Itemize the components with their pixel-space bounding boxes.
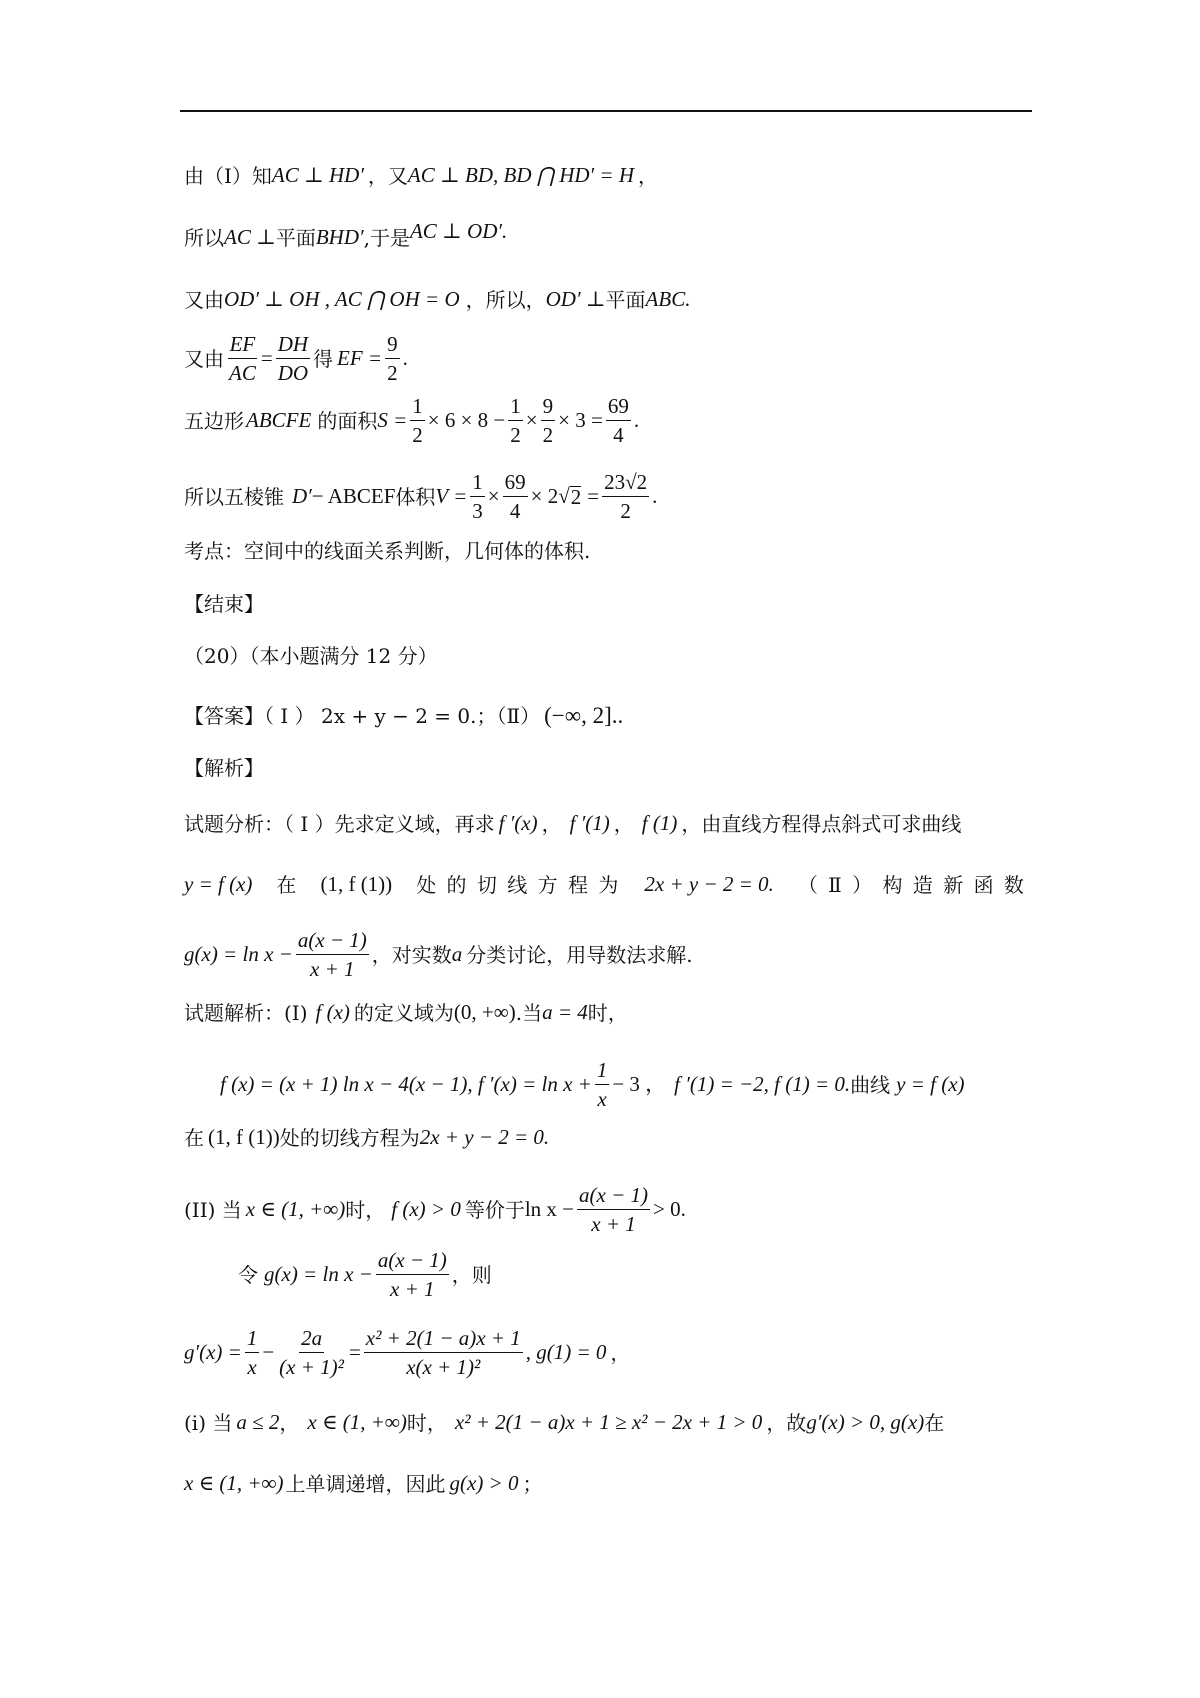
math: g′(x) > 0, g(x) — [806, 1410, 925, 1434]
text: 又由 — [184, 346, 224, 371]
text: (II) 当 — [184, 1197, 242, 1222]
math: × 2√ — [530, 484, 570, 509]
proof-line-6 — [184, 470, 657, 523]
text: ，又 — [367, 163, 408, 188]
fraction: $\frac{1}{3}$ — [472, 470, 483, 524]
text: 在 — [184, 1125, 204, 1150]
text: ， — [279, 1410, 300, 1435]
text: ， — [610, 1340, 631, 1365]
analysis-line-2 — [184, 874, 1026, 895]
math: = — [348, 1340, 361, 1365]
text: 试题解析：(I) — [184, 1000, 308, 1025]
math: f (x) — [315, 1000, 350, 1024]
text: ，由直线方程得点斜式可求曲线 — [681, 811, 962, 836]
math: V = — [435, 484, 468, 509]
fraction-9-2: $\frac{9}{2}$ — [387, 332, 398, 386]
math: g(x) = ln x − — [264, 1262, 373, 1287]
math: x ∈ (1, +∞) — [307, 1410, 407, 1434]
math: (1, f (1)) — [208, 1125, 280, 1149]
text: ，则 — [451, 1262, 492, 1287]
period: . — [652, 484, 658, 509]
text: .当 — [515, 1000, 543, 1025]
proof-line-4 — [184, 332, 408, 385]
answer-line — [184, 704, 623, 727]
math: x ∈ (1, +∞) — [184, 1471, 284, 1495]
text: ，对实数 — [371, 942, 452, 967]
analysis-heading — [184, 758, 264, 778]
text: （ Ⅱ ） 构 造 新 函 数 — [797, 872, 1026, 897]
math: y = f (x) — [896, 1072, 965, 1097]
math: − 3 ， — [612, 1072, 667, 1097]
text: 所以五棱锥 — [184, 484, 284, 509]
math: f ′(1) — [569, 811, 610, 835]
solution-line-6 — [184, 1326, 630, 1379]
math: g(x) = ln x − — [184, 942, 293, 967]
text: 分类讨论，用导数法求解. — [466, 942, 693, 967]
text: 在 — [276, 872, 297, 897]
math: ln x − — [524, 1197, 575, 1222]
end-marker — [184, 594, 264, 614]
text: 【解析】 — [184, 756, 264, 780]
text: 处 的 切 线 方 程 为 — [416, 872, 621, 897]
math: = — [587, 484, 600, 509]
solution-line-2 — [220, 1058, 965, 1111]
text: 【结束】 — [184, 592, 264, 616]
text: 时， — [406, 1410, 447, 1435]
fraction: $\frac{69}{4}$ — [504, 470, 526, 524]
math: a = 4 — [542, 1000, 588, 1024]
math: f (1) — [641, 811, 678, 835]
note-line — [184, 541, 590, 561]
math: x ∈ (1, +∞) — [245, 1197, 346, 1222]
math: (0, +∞) — [453, 1000, 516, 1024]
fraction-ef-ac: $\frac{EF}{AC}$ — [229, 332, 256, 386]
math: − — [262, 1340, 275, 1365]
fraction: $\frac{a(x - 1)}{x + 1}$ — [297, 928, 367, 982]
text: 平面 — [275, 225, 316, 250]
math: AC ⊥ OD′. — [409, 219, 508, 243]
math: × 6 × 8 − — [427, 408, 506, 433]
fraction: $\frac{a(x - 1)}{x + 1}$ — [579, 1183, 648, 1237]
math: − ABCEF — [311, 484, 396, 509]
text: 时， — [587, 1000, 628, 1025]
fraction: $\frac{a(x - 1)}{x + 1}$ — [377, 1248, 447, 1302]
math: × — [487, 484, 500, 509]
fraction: $\frac{23√2}{2}$ — [604, 470, 648, 524]
analysis-line-1 — [184, 813, 961, 834]
period: . — [402, 346, 408, 371]
text: ，所以， — [465, 287, 546, 312]
text: ， — [541, 811, 562, 836]
fraction-dh-do: $\frac{DH}{DO}$ — [277, 332, 309, 386]
solution-line-7 — [184, 1412, 944, 1433]
text: 令 — [238, 1262, 258, 1287]
text: 五边形 — [184, 408, 244, 433]
solution-line-1 — [184, 1002, 628, 1023]
math: EF = — [337, 346, 383, 371]
text: ； — [522, 1471, 543, 1496]
fraction: $\frac{1}{x}$ — [246, 1326, 258, 1380]
math: AC ⊥ — [224, 225, 276, 249]
math: (−∞, 2].. — [544, 703, 624, 728]
fraction: $\frac{1}{x}$ — [596, 1058, 608, 1112]
math: OD′ ⊥ — [545, 287, 606, 311]
text: 的面积 — [317, 408, 378, 433]
text: 处的切线方程为 — [279, 1125, 420, 1150]
proof-line-2 — [184, 219, 508, 250]
text: 得 — [313, 346, 334, 371]
math: BHD′ — [315, 225, 364, 249]
text: 试题分析：（ Ⅰ ）先求定义域，再求 — [184, 811, 495, 836]
math: , g(1) = 0 — [525, 1340, 607, 1365]
fraction: $\frac{\text{x² + 2(1 − a)x + 1}}{\text{x(x + 1)²}}$ — [365, 1326, 521, 1380]
math: x² + 2(1 − a)x + 1 ≥ x² − 2x + 1 > 0 — [454, 1410, 763, 1434]
math: f (x) = (x + 1) ln x − 4(x − 1), f ′(x) = ln x + — [220, 1072, 592, 1097]
math: S = — [377, 408, 408, 433]
text: 平面 — [605, 287, 646, 312]
solution-line-4 — [184, 1183, 686, 1236]
text: 上单调递增，因此 — [285, 1471, 446, 1496]
math: f ′(1) = −2, f (1) = 0. — [674, 1072, 851, 1097]
text: 体积 — [395, 484, 436, 509]
proof-line-1 — [184, 165, 658, 186]
header-rule — [180, 110, 1032, 112]
text: ， — [613, 811, 634, 836]
text: 【答案】（ Ⅰ ） 2x + y − 2 = 0.；（Ⅱ） — [184, 703, 541, 728]
math: AC ⊥ BD, BD ⋂ HD′ = H — [407, 163, 634, 187]
math: AC ⊥ HD′ — [271, 163, 364, 187]
text: 考点：空间中的线面关系判断，几何体的体积. — [184, 539, 591, 563]
text: 时， — [345, 1197, 386, 1222]
math: 2x + y − 2 = 0. — [644, 872, 774, 896]
solution-line-5 — [238, 1248, 492, 1301]
text: ， — [637, 163, 658, 188]
period: . — [633, 408, 640, 433]
math: ABC. — [645, 287, 691, 311]
math: f ′(x) — [498, 811, 538, 835]
text: 所以 — [184, 225, 224, 250]
equals-sign: = — [260, 346, 273, 371]
text: 又由 — [184, 287, 224, 312]
math: × 3 = — [558, 408, 603, 433]
text: 由（I）知 — [184, 163, 272, 188]
radicand: 2 — [570, 484, 582, 509]
fraction: $\frac{69}{4}$ — [607, 394, 629, 448]
proof-line-3 — [184, 289, 690, 310]
fraction: $\frac{1}{2}$ — [510, 394, 521, 448]
math: f (x) > 0 — [391, 1197, 461, 1222]
question-heading — [184, 646, 438, 666]
text: （20）（本小题满分 12 分） — [184, 644, 438, 668]
analysis-line-3 — [184, 928, 693, 981]
solution-line-8 — [184, 1473, 542, 1494]
text: 在 — [924, 1410, 945, 1435]
fraction: $\frac{9}{2}$ — [542, 394, 554, 448]
math: ABCFE — [246, 408, 312, 433]
math: > 0. — [653, 1197, 686, 1222]
math: (1, f (1)) — [320, 872, 393, 896]
proof-line-5 — [184, 394, 639, 447]
text: ，故 — [766, 1410, 807, 1435]
fraction: $\frac{2a}{\text{(x + 1)²}}$ — [279, 1326, 344, 1380]
text: ,于是 — [363, 225, 410, 250]
math: g′(x) = — [184, 1340, 242, 1365]
math: 2x + y − 2 = 0. — [419, 1125, 550, 1149]
math: D′ — [292, 484, 312, 509]
math: OD′ ⊥ OH , AC ⋂ OH = O — [224, 287, 460, 311]
text: 等价于 — [464, 1197, 525, 1222]
math: y = f (x) — [184, 872, 253, 896]
text: 的定义域为 — [353, 1000, 454, 1025]
text: 曲线 — [850, 1072, 891, 1097]
text: (i) 当 — [184, 1410, 233, 1435]
math: a — [451, 942, 463, 967]
math: a ≤ 2 — [236, 1410, 280, 1434]
solution-line-3 — [184, 1127, 549, 1148]
fraction: $\frac{1}{2}$ — [412, 394, 423, 448]
math: × — [525, 408, 538, 433]
math: g(x) > 0 — [449, 1471, 519, 1495]
